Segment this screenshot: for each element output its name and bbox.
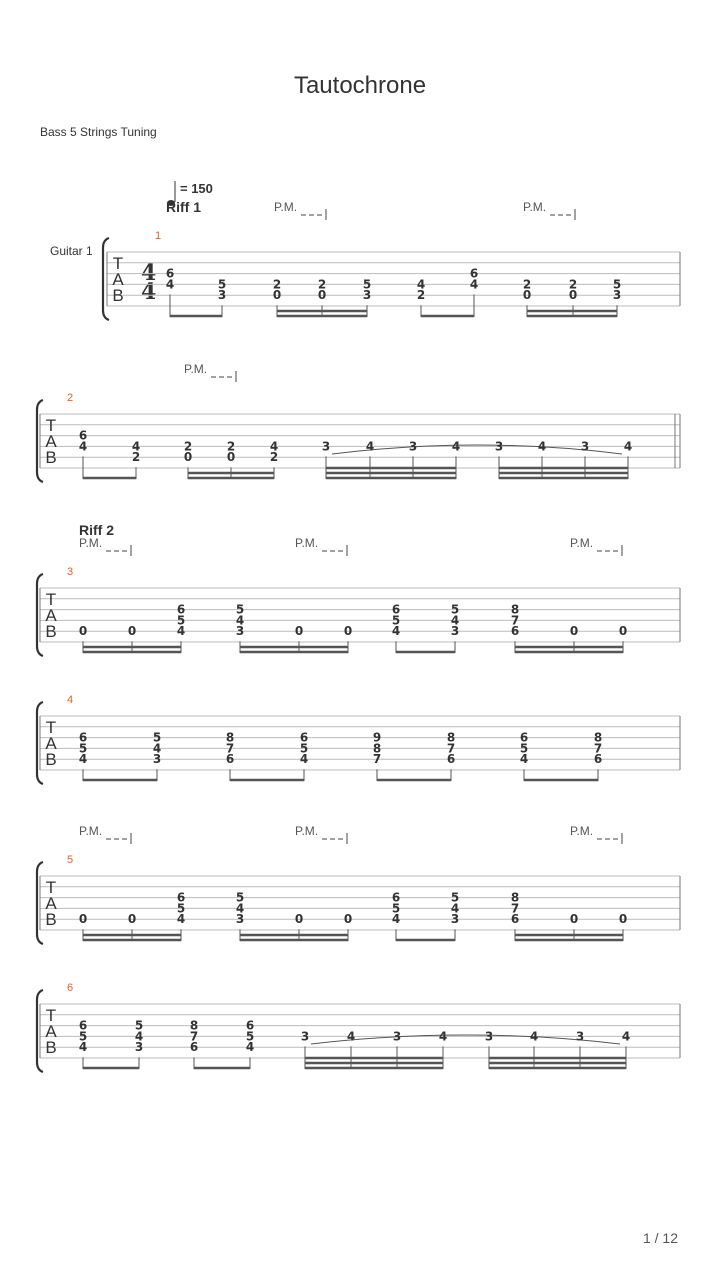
fret-number: 0 [272,288,282,303]
fret-number: 3 [217,288,227,303]
fret-number: 0 [78,624,88,639]
fret-number: 3 [494,439,504,454]
fret-number: 4 [299,752,309,767]
fret-number: 5 [245,1029,255,1044]
fret-number: 6 [593,752,603,767]
fret-number: 7 [446,741,456,756]
fret-number: 5 [176,901,186,916]
system-bracket [103,238,109,320]
fret-number: 3 [392,1029,402,1044]
fret-number: 3 [152,752,162,767]
tab-clef-letter: T [45,590,57,609]
fret-number: 4 [469,277,479,292]
fret-number: 6 [78,428,88,443]
fret-number: 2 [416,288,426,303]
measure-number: 4 [67,694,74,706]
fret-number: 4 [391,912,401,927]
fret-number: 0 [317,288,327,303]
fret-number: 0 [183,450,193,465]
fret-number: 4 [391,624,401,639]
tab-clef-letter: B [45,750,57,769]
fret-number: 5 [299,741,309,756]
fret-number: 4 [176,624,186,639]
fret-number: 3 [450,912,460,927]
fret-number: 5 [217,277,227,292]
fret-number: 8 [510,890,520,905]
fret-number: 5 [235,890,245,905]
tab-clef-letter: B [45,448,57,467]
tab-clef-letter: B [45,622,57,641]
fret-number: 3 [450,624,460,639]
fret-number: 6 [391,602,401,617]
measure-number: 6 [67,982,74,994]
fret-number: 5 [78,1029,88,1044]
tempo-marking: = 150 [180,181,213,196]
tab-clef-letter: T [112,254,124,273]
fret-number: 5 [235,602,245,617]
fret-number: 4 [235,901,245,916]
fret-number: 6 [510,912,520,927]
tab-clef-letter: A [45,894,57,913]
riff-label: Riff 1 [166,199,201,215]
palm-mute-label: P.M. [274,200,298,214]
fret-number: 4 [623,439,633,454]
fret-number: 0 [294,624,304,639]
palm-mute-label: P.M. [184,362,208,376]
tab-clef-letter: A [112,270,124,289]
fret-number: 0 [78,912,88,927]
fret-number: 7 [372,752,382,767]
tab-clef-letter: B [45,910,57,929]
tab-clef-letter: B [45,1038,57,1057]
tab-clef-letter: A [45,606,57,625]
fret-number: 0 [226,450,236,465]
tuning-label: Bass 5 Strings Tuning [40,125,157,139]
fret-number: 5 [612,277,622,292]
fret-number: 0 [569,912,579,927]
measure-number: 1 [155,230,162,242]
fret-number: 4 [152,741,162,756]
fret-number: 4 [519,752,529,767]
fret-number: 3 [362,288,372,303]
fret-number: 7 [225,741,235,756]
tab-clef-letter: T [45,1006,57,1025]
palm-mute-label: P.M. [295,536,319,550]
fret-number: 5 [519,741,529,756]
fret-number: 2 [131,450,141,465]
fret-number: 2 [317,277,327,292]
fret-number: 2 [272,277,282,292]
fret-number: 0 [522,288,532,303]
fret-number: 4 [78,752,88,767]
fret-number: 6 [176,602,186,617]
fret-number: 3 [612,288,622,303]
palm-mute-label: P.M. [79,824,103,838]
fret-number: 0 [618,624,628,639]
fret-number: 6 [176,890,186,905]
palm-mute-label: P.M. [570,824,594,838]
fret-number: 5 [391,613,401,628]
fret-number: 5 [362,277,372,292]
fret-number: 7 [510,613,520,628]
tab-clef-letter: A [45,1022,57,1041]
fret-number: 2 [522,277,532,292]
fret-number: 4 [165,277,175,292]
tab-clef-letter: A [45,432,57,451]
fret-number: 5 [176,613,186,628]
fret-number: 7 [593,741,603,756]
fret-number: 0 [343,912,353,927]
fret-number: 4 [621,1029,631,1044]
fret-number: 3 [321,439,331,454]
fret-number: 5 [391,901,401,916]
fret-number: 6 [165,266,175,281]
fret-number: 4 [134,1029,144,1044]
measure-number: 5 [67,854,74,866]
fret-number: 0 [568,288,578,303]
fret-number: 4 [451,439,461,454]
fret-number: 8 [225,730,235,745]
fret-number: 3 [575,1029,585,1044]
fret-number: 0 [127,912,137,927]
tab-clef-letter: T [45,878,57,897]
fret-number: 4 [365,439,375,454]
tab-clef-letter: A [45,734,57,753]
fret-number: 3 [235,624,245,639]
fret-number: 3 [408,439,418,454]
fret-number: 5 [450,890,460,905]
riff-label: Riff 2 [79,522,114,538]
fret-number: 7 [189,1029,199,1044]
fret-number: 4 [78,1040,88,1055]
page-number: 1 / 12 [642,1230,678,1246]
tab-clef-letter: B [112,286,124,305]
fret-number: 8 [372,741,382,756]
fret-number: 5 [450,602,460,617]
instrument-label: Guitar 1 [50,244,93,258]
fret-number: 4 [346,1029,356,1044]
time-signature-top: 4 [141,260,157,286]
fret-number: 8 [510,602,520,617]
fret-number: 0 [569,624,579,639]
fret-number: 4 [235,613,245,628]
fret-number: 4 [416,277,426,292]
measure-number: 3 [67,566,74,578]
fret-number: 6 [446,752,456,767]
fret-number: 5 [152,730,162,745]
fret-number: 0 [127,624,137,639]
time-signature-bottom: 4 [141,279,157,305]
measure-number: 2 [67,392,74,404]
fret-number: 0 [294,912,304,927]
fret-number: 4 [438,1029,448,1044]
fret-number: 4 [450,901,460,916]
fret-number: 6 [469,266,479,281]
fret-number: 3 [580,439,590,454]
fret-number: 6 [78,1018,88,1033]
fret-number: 9 [372,730,382,745]
tab-clef-letter: T [45,416,57,435]
fret-number: 0 [343,624,353,639]
fret-number: 6 [510,624,520,639]
fret-number: 4 [450,613,460,628]
fret-number: 8 [189,1018,199,1033]
song-title: Tautochrone [293,72,427,99]
fret-number: 8 [446,730,456,745]
fret-number: 6 [519,730,529,745]
palm-mute-label: P.M. [295,824,319,838]
fret-number: 5 [78,741,88,756]
fret-number: 2 [568,277,578,292]
fret-number: 0 [618,912,628,927]
fret-number: 4 [537,439,547,454]
fret-number: 2 [183,439,193,454]
fret-number: 3 [134,1040,144,1055]
palm-mute-label: P.M. [570,536,594,550]
fret-number: 3 [484,1029,494,1044]
fret-number: 6 [299,730,309,745]
fret-number: 4 [176,912,186,927]
fret-number: 4 [245,1040,255,1055]
palm-mute-label: P.M. [523,200,547,214]
tab-clef-letter: T [45,718,57,737]
fret-number: 3 [300,1029,310,1044]
palm-mute-label: P.M. [79,536,103,550]
fret-number: 2 [226,439,236,454]
fret-number: 6 [78,730,88,745]
fret-number: 6 [245,1018,255,1033]
fret-number: 6 [189,1040,199,1055]
fret-number: 6 [391,890,401,905]
fret-number: 6 [225,752,235,767]
fret-number: 8 [593,730,603,745]
fret-number: 4 [131,439,141,454]
fret-number: 4 [78,439,88,454]
fret-number: 2 [269,450,279,465]
fret-number: 3 [235,912,245,927]
fret-number: 4 [269,439,279,454]
fret-number: 7 [510,901,520,916]
fret-number: 5 [134,1018,144,1033]
fret-number: 4 [529,1029,539,1044]
